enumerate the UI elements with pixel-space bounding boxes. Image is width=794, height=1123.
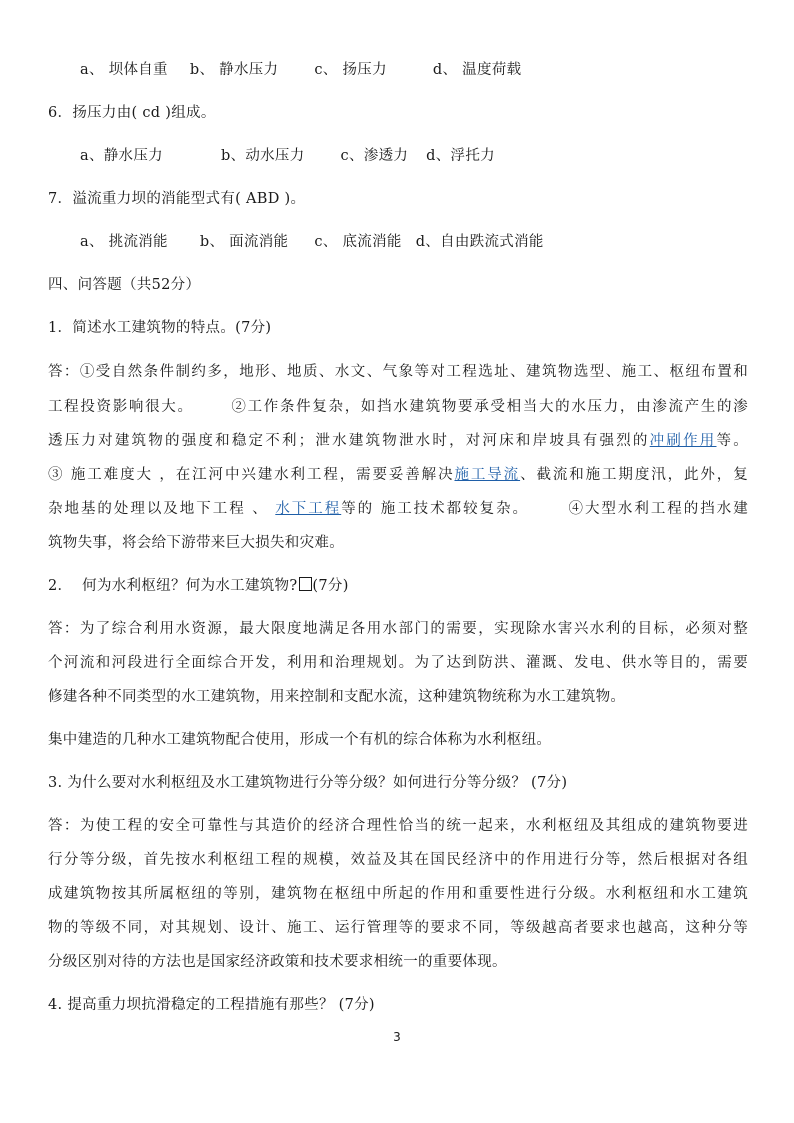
qa1-answer-line: 答：①受自然条件制约多，地形、地质、水文、气象等对工程选址、建筑物选型、施工、枢纽布置和 [48,364,748,380]
q7-option-c: c、 底流消能 [314,234,402,250]
q7-option-d: d、自由跌流式消能 [415,234,544,250]
qa1-text: 等。 [716,433,749,449]
qa3-answer-line: 行分等分级，首先按水利枢纽工程的规模，效益及其在国民经济中的作用进行分等，然后根据对各组 [48,852,748,868]
q7-stem: 7．溢流重力坝的消能型式有( ABD )。 [48,191,306,207]
qa1-text: 杂地基的处理以及地下工程 、 [48,501,276,517]
qa2-answer-line: 个河流和河段进行全面综合开发，利用和治理规划。为了达到防洪、灌溉、发电、供水等目的，需要 [48,655,748,671]
qa1-answer-line: 筑物失事，将会给下游带来巨大损失和灾难。 [48,535,344,551]
link-scour-action[interactable]: 冲刷作用 [649,433,717,449]
qa2-title [48,576,748,596]
q5-option-d: d、 温度荷载 [432,62,522,78]
q6-stem: 6．扬压力由( cd )组成。 [48,105,216,121]
qa3-answer-line: 物的等级不同，对其规划、设计、施工、运行管理等的要求不同，等级越高者要求也越高，这种分等 [48,920,748,936]
qa1-text: ③ 施工难度大 ，在江河中兴建水利工程，需要妥善解决 [48,467,455,483]
q7-option-b: b、 面流消能 [199,234,289,250]
qa1-text: 透压力对建筑物的强度和稳定不利；泄水建筑物泄水时，对河床和岸坡具有强烈的 [48,433,650,449]
link-underwater-engineering[interactable]: 水下工程 [275,501,342,517]
q6-options [80,146,780,166]
qa1-answer-line: 工程投资影响很大。 ②工作条件复杂，如挡水建筑物要承受相当大的水压力，由渗流产生的渗 [48,399,748,415]
qa3-answer-line: 答：为使工程的安全可靠性与其造价的经济合理性恰当的统一起来，水利枢纽及其组成的建筑物要进 [48,818,748,834]
link-construction-diversion[interactable]: 施工导流 [454,467,521,483]
q5-option-a: a、 坝体自重 [80,62,168,78]
qa3-answer-line: 成建筑物按其所属枢纽的等别，建筑物在枢纽中所起的作用和重要性进行分级。水利枢纽和水工建筑 [48,886,748,902]
page-number: 3 [393,1030,401,1044]
q5-option-b: b、 静水压力 [189,62,279,78]
section-title: 四、问答题（共52分） [48,277,201,293]
checkbox-glyph-icon [299,577,312,591]
qa2-title-text: 2． 何为水利枢纽？何为水工建筑物? [48,578,298,594]
qa1-answer-line [48,465,748,485]
q6-option-c: c、渗透力 [340,148,409,164]
qa3-answer-line: 分级区别对待的方法也是国家经济政策和技术要求相统一的重要体现。 [48,954,507,970]
q5-option-c: c、 扬压力 [314,62,387,78]
q6-option-d: d、浮托力 [426,148,495,164]
qa2-answer-line: 集中建造的几种水工建筑物配合使用，形成一个有机的综合体称为水利枢纽。 [48,732,552,748]
qa4-title: 4. 提高重力坝抗滑稳定的工程措施有那些？ (7分) [48,997,375,1013]
qa1-text: 、截流和施工期度汛，此外，复 [520,467,748,483]
qa2-answer-line: 答：为了综合利用水资源，最大限度地满足各用水部门的需要，实现除水害兴水利的目标，必须对整 [48,621,748,637]
q7-option-a: a、 挑流消能 [80,234,168,250]
qa2-score: (7分) [312,578,349,594]
q7-options [80,232,780,252]
qa1-answer-line [48,431,748,451]
qa2-answer-line: 修建各种不同类型的水工建筑物，用来控制和支配水流，这种建筑物统称为水工建筑物。 [48,689,626,705]
qa3-title: 3. 为什么要对水利枢纽及水工建筑物进行分等分级？如何进行分等分级？ (7分) [48,775,568,791]
q5-options [80,60,780,80]
q6-option-b: b、动水压力 [220,148,305,164]
qa1-text: 等的 施工技术都较复杂。 ④大型水利工程的挡水建 [341,501,748,517]
qa1-title: 1．简述水工建筑物的特点。(7分) [48,320,272,336]
q6-option-a: a、静水压力 [80,148,163,164]
qa1-answer-line [48,499,748,519]
